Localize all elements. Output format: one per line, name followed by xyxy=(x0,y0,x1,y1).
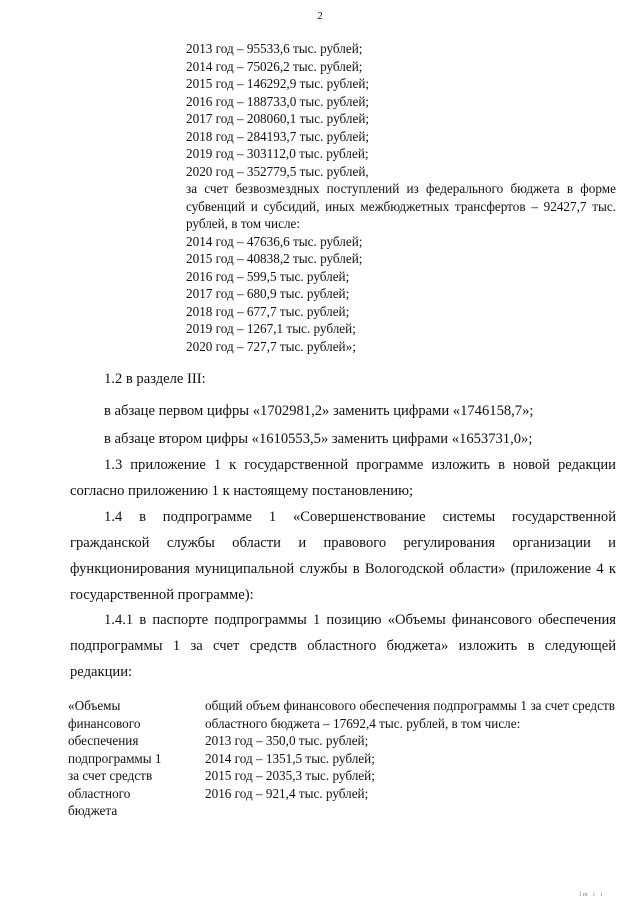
year-line: 2014 год – 75026,2 тыс. рублей; xyxy=(186,58,363,74)
passport-position-value xyxy=(205,697,615,802)
paragraph-section-3: 1.2 в разделе III: xyxy=(104,371,206,387)
paragraph-subprogram-1: 1.4 в подпрограмме 1 «Совершенствование системы государственной гражданской службы области и правового регулирования организации и функционирования муниципальной службы в Вологодской области» (приложение 4 к государственной программе): xyxy=(70,509,616,603)
passport-position-label xyxy=(68,697,208,820)
label-line: «Объемы xyxy=(68,698,121,713)
paragraph-passport: 1.4.1 в паспорте подпрограммы 1 позицию «Объемы финансового обеспечения подпрограммы 1 за счет средств областного бюджета» изложить в следующей редакции: xyxy=(70,612,616,680)
federal-year-line: 2017 год – 680,9 тыс. рублей; xyxy=(186,286,350,301)
year-line: 2016 год – 188733,0 тыс. рублей; xyxy=(186,93,370,109)
federal-year-line: 2014 год – 47636,6 тыс. рублей; xyxy=(186,233,363,249)
federal-year-line: 2016 год – 599,5 тыс. рублей; xyxy=(186,268,350,284)
funding-by-year-block xyxy=(186,40,616,355)
label-line: за счет средств xyxy=(68,768,153,783)
paragraph-appendix-1: 1.3 приложение 1 к государственной программе изложить в новой редакции согласно приложению 1 к настоящему постановлению; xyxy=(70,457,616,499)
year-line: 2020 год – 352779,5 тыс. рублей, xyxy=(186,163,369,179)
paragraph-second-abzac: в абзаце втором цифры «1610553,5» заменить цифрами «1653731,0»; xyxy=(104,431,533,447)
federal-year-line: 2020 год – 727,7 тыс. рублей»; xyxy=(186,338,356,354)
year-line: 2013 год – 95533,6 тыс. рублей; xyxy=(186,41,363,56)
subprogram-year-line: 2013 год – 350,0 тыс. рублей; xyxy=(205,733,369,748)
federal-funding-text: за счет безвозмездных поступлений из федерального бюджета в форме субвенций и субсидий, иных межбюджетных трансфертов – 92427,7 тыс. рублей, в том числе: xyxy=(186,181,616,231)
label-line: областного xyxy=(68,785,131,801)
federal-year-line: 2018 год – 677,7 тыс. рублей; xyxy=(186,303,350,319)
footer-mark: lm i i xyxy=(579,892,604,898)
label-line: финансового xyxy=(68,715,141,731)
page-number: 2 xyxy=(317,10,323,22)
year-line: 2018 год – 284193,7 тыс. рублей; xyxy=(186,128,370,144)
year-line: 2015 год – 146292,9 тыс. рублей; xyxy=(186,76,370,91)
label-line: обеспечения xyxy=(68,733,139,748)
label-line: подпрограммы 1 xyxy=(68,750,162,766)
federal-year-line: 2019 год – 1267,1 тыс. рублей; xyxy=(186,321,356,336)
federal-year-line: 2015 год – 40838,2 тыс. рублей; xyxy=(186,251,363,266)
subprogram-year-line: 2015 год – 2035,3 тыс. рублей; xyxy=(205,768,375,783)
year-line: 2017 год – 208060,1 тыс. рублей; xyxy=(186,111,370,126)
label-line: бюджета xyxy=(68,803,118,818)
paragraph-first-abzac: в абзаце первом цифры «1702981,2» заменить цифрами «1746158,7»; xyxy=(104,403,534,419)
total-funding-text: общий объем финансового обеспечения подпрограммы 1 за счет средств областного бюджета – 17692,4 тыс. рублей, в том числе: xyxy=(205,698,615,731)
year-line: 2019 год – 303112,0 тыс. рублей; xyxy=(186,146,369,161)
subprogram-year-line: 2014 год – 1351,5 тыс. рублей; xyxy=(205,750,375,766)
subprogram-year-line: 2016 год – 921,4 тыс. рублей; xyxy=(205,785,369,801)
